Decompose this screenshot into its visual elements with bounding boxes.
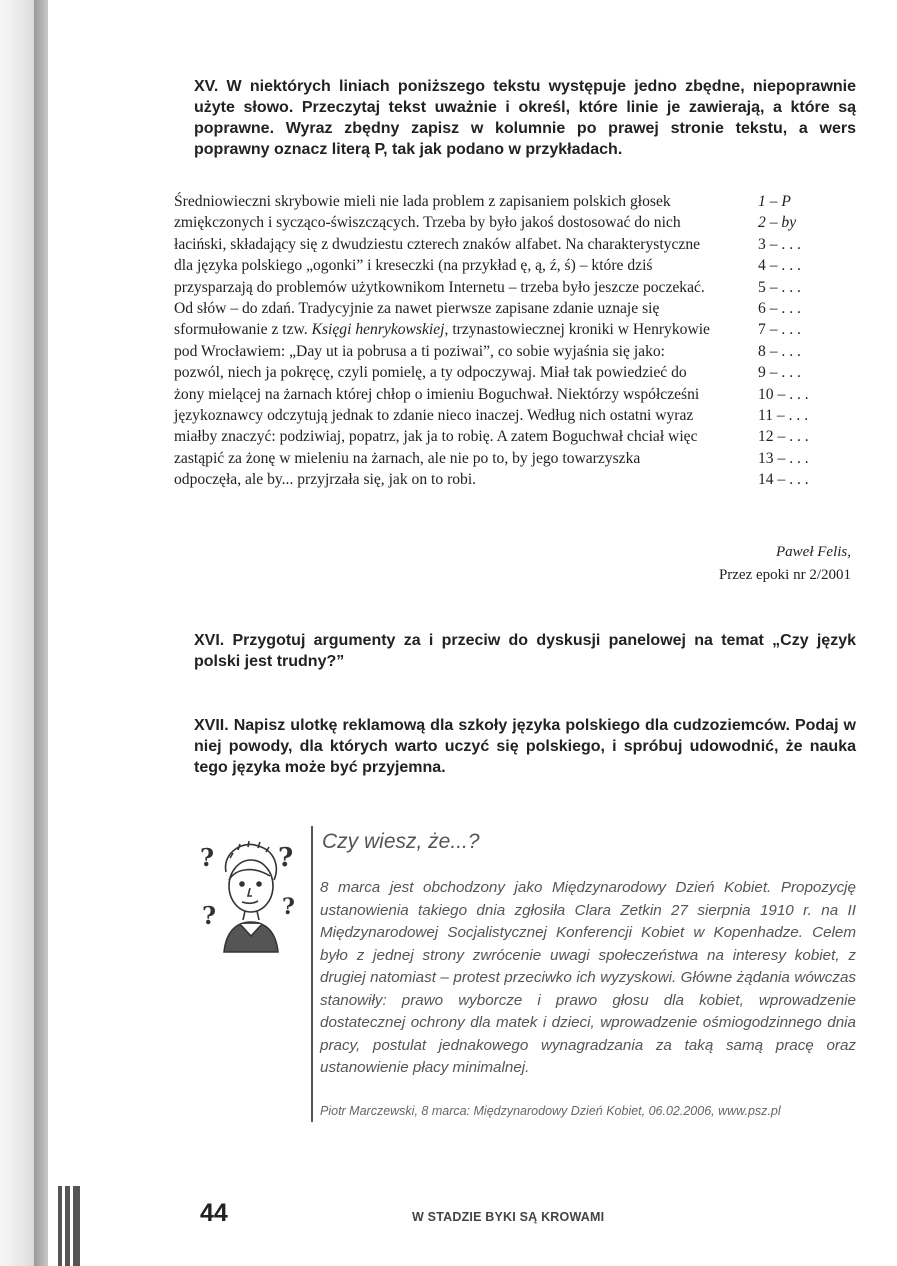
exercise-line — [174, 234, 834, 255]
line-text-before: sformułowanie z tzw. — [174, 321, 312, 339]
exercise-line — [174, 255, 834, 276]
line-text: odpoczęła, ale by... przyjrzała się, jak on to robi. — [174, 471, 477, 489]
book-title-italic: Księgi henrykowskiej — [311, 321, 445, 339]
line-answer: 3 – . . . — [758, 235, 801, 253]
line-text: zastąpić za żonę w mieleniu na żarnach, ale nie po to, by jego towarzyszka — [174, 449, 641, 467]
task-xvii-instruction: XVII. Napisz ulotkę reklamową dla szkoły języka polskiego dla cudzoziemców. Podaj w niej powody, dla których warto uczyć się polskiego, i spróbuj udowodnić, że nauka tego języka może być przyjemna. — [194, 717, 856, 776]
line-answer: 13 – . . . — [758, 449, 809, 467]
exercise-line — [174, 319, 834, 340]
line-text: łaciński, składający się z dwudziestu czterech znaków alfabet. Na charakterystyczne — [174, 235, 701, 253]
exercise-line — [174, 426, 834, 447]
exercise-line — [174, 277, 834, 298]
line-answer: 1 – P — [758, 193, 791, 210]
page-number: 44 — [200, 1199, 228, 1227]
exercise-line — [174, 448, 834, 469]
line-answer: 6 – . . . — [758, 299, 801, 317]
svg-text:?: ? — [282, 894, 295, 920]
line-answer: 12 – . . . — [758, 428, 809, 446]
line-answer: 4 – . . . — [758, 257, 801, 275]
infobox-text: 8 marca jest obchodzony jako Międzynarodowy Dzień Kobiet. Propozycję ustanowienia takiego dnia zgłosiła Clara Zetkin 27 sierpnia 1910 r. na II Międzynarodowej Socjalistycznej Konferencji Kobiet w Kopenhadze. Celem było z jednej strony zwrócenie uwagi społeczeństwa na interesy kobiet, z drugiej natomiast – protest przeciwko ich wyzyskowi. Główne żądania wówczas stanowiły: prawo wyborcze i prawo głosu dla kobiet, wprowadzenie dostatecznej ochrony dla matek i dzieci, wprowadzenie ośmiogodzinnego dnia pracy, postulat jednakowego wynagradzania za taką samą pracę oraz ustanowienie płacy minimalnej. — [320, 879, 856, 1076]
task-xv-instruction: XV. W niektórych liniach poniższego tekstu występuje jedno zbędne, niepoprawnie użyte słowo. Przeczytaj tekst uważnie i określ, które linie je zawierają, a które są poprawne. Wyraz zbędny zapisz w kolumnie po prawej stronie tekstu, a wers poprawny oznacz literą P, tak jak podano w przykładach. — [194, 78, 856, 158]
line-answer: 14 – . . . — [758, 471, 809, 489]
line-text-after: , trzynastowiecznej kroniki w Henrykowie — [444, 321, 710, 339]
source-publication: Przez epoki nr 2/2001 — [718, 567, 851, 583]
footer-decoration-bars — [58, 1186, 86, 1266]
exercise-line — [174, 362, 834, 383]
svg-text:?: ? — [200, 843, 215, 872]
task-xvi-instruction: XVI. Przygotuj argumenty za i przeciw do dyskusji panelowej na temat „Czy język polski jest trudny?” — [194, 632, 856, 670]
line-answer: 5 – . . . — [758, 278, 801, 296]
exercise-line — [174, 341, 834, 362]
line-text: Od słów – do zdań. Tradycyjnie za nawet pierwsze zapisane zdanie uznaje się — [174, 299, 660, 317]
line-text: pozwól, niech ja pokręcę, czyli pomielę, a ty odpoczywaj. Miał tak powiedzieć do — [174, 364, 687, 382]
line-answer: 8 – . . . — [758, 342, 801, 360]
svg-text:?: ? — [278, 843, 294, 873]
source-author: Paweł Felis, — [776, 544, 851, 560]
exercise-line — [174, 384, 834, 405]
chapter-title: W STADZIE BYKI SĄ KROWAMI — [412, 1210, 605, 1224]
thinking-girl-question-marks-icon — [196, 836, 306, 954]
line-answer: 11 – . . . — [758, 406, 809, 424]
exercise-line — [174, 212, 834, 233]
svg-text:?: ? — [202, 901, 217, 930]
book-spine-edge — [34, 0, 48, 1266]
line-text: miałby znaczyć: podziwiaj, popatrz, jak ja to robię. A zatem Boguchwał chciał więc — [174, 428, 698, 446]
infobox-title: Czy wiesz, że...? — [322, 830, 480, 853]
line-answer: 2 – by — [758, 214, 797, 232]
infobox-divider — [311, 826, 313, 1122]
exercise-text — [174, 191, 834, 490]
exercise-line — [174, 469, 834, 490]
line-answer: 10 – . . . — [758, 385, 809, 403]
exercise-line — [174, 298, 834, 319]
exercise-line — [174, 191, 834, 212]
line-answer: 9 – . . . — [758, 364, 801, 382]
line-text: językoznawcy odczytują jednak to zdanie nieco inaczej. Według nich ostatni wyraz — [174, 406, 694, 424]
line-text: Średniowieczni skrybowie mieli nie lada problem z zapisaniem polskich głosek — [174, 193, 671, 210]
line-text — [174, 319, 710, 340]
infobox-source: Piotr Marczewski, 8 marca: Międzynarodowy Dzień Kobiet, 06.02.2006, www.psz.pl — [320, 1104, 781, 1118]
line-text: pod Wrocławiem: „Day ut ia pobrusa a ti poziwai”, co sobie wyjaśnia się jako: — [174, 342, 666, 360]
exercise-line — [174, 405, 834, 426]
line-answer: 7 – . . . — [758, 321, 801, 339]
line-text: zmiękczonych i sycząco-świszczących. Trzeba by było jakoś dostosować do nich — [174, 214, 681, 232]
line-text: przysparzają do problemów użytkownikom Internetu – trzeba było jeszcze poczekać. — [174, 278, 705, 296]
line-text: żony mielącej na żarnach której chłop o imieniu Boguchwał. Niektórzy współcześni — [174, 385, 700, 403]
line-text: dla języka polskiego „ogonki” i kreseczki (na przykład ę, ą, ź, ś) – które dziś — [174, 257, 653, 275]
